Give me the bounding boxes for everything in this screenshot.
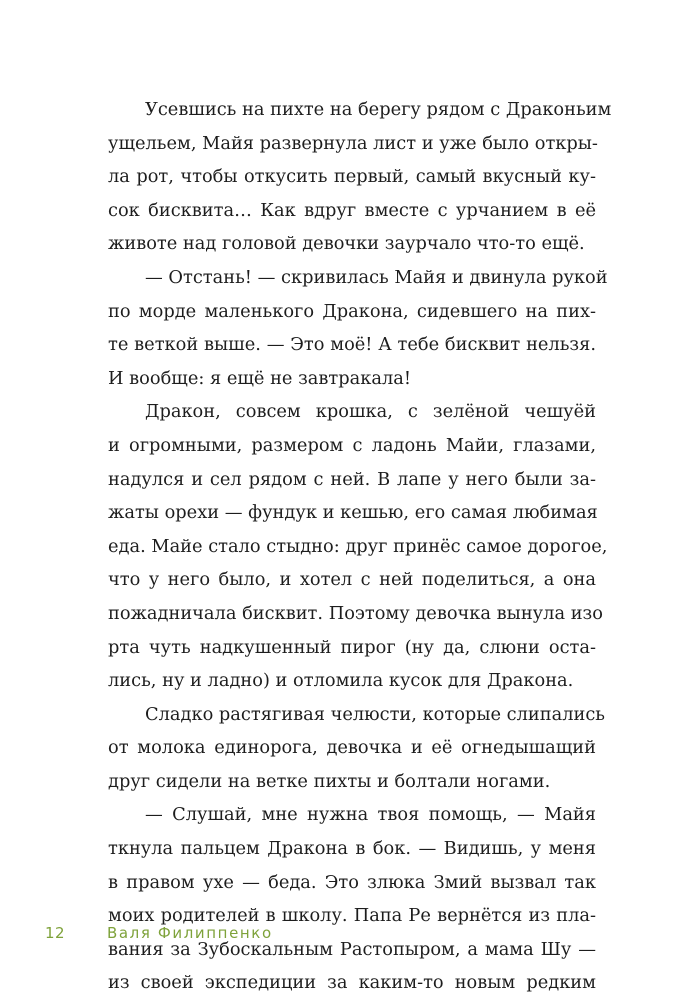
text-line: — Отстань! — скривилась Майя и двинула рукой bbox=[145, 266, 608, 288]
page-number: 12 bbox=[45, 924, 66, 942]
text-line: рта чуть надкушенный пирог (ну да, слюни оста- bbox=[108, 636, 596, 658]
text-line: лись, ну и ладно) и отломила кусок для Дракона. bbox=[108, 670, 574, 692]
text-line: друг сидели на ветке пихты и болтали ногами. bbox=[108, 770, 551, 792]
text-line: и огромными, размером с ладонь Майи, глазами, bbox=[108, 434, 596, 456]
text-line: сок бисквита… Как вдруг вместе с урчанием в её bbox=[108, 199, 596, 221]
text-line: по морде маленького Дракона, сидевшего на пих- bbox=[108, 300, 596, 322]
author-name: Валя Филиппенко bbox=[107, 924, 273, 942]
text-line: надулся и сел рядом с ней. В лапе у него были за- bbox=[108, 468, 596, 490]
text-line: от молока единорога, девочка и её огнедышащий bbox=[108, 737, 596, 759]
text-line: из своей экспедиции за каким-то новым редким bbox=[108, 972, 596, 994]
page-footer bbox=[45, 924, 273, 942]
paragraph-3 bbox=[108, 395, 608, 697]
text-line: что у него было, и хотел с ней поделиться, а она bbox=[108, 569, 596, 591]
text-line: моих родителей в школу. Папа Ре вернётся из пла- bbox=[108, 905, 596, 927]
paragraph-2 bbox=[108, 261, 608, 395]
text-line: ткнула пальцем Дракона в бок. — Видишь, у меня bbox=[108, 838, 596, 860]
text-line: Сладко растягивая челюсти, которые слипались bbox=[145, 703, 605, 725]
text-line: пожадничала бисквит. Поэтому девочка вынула изо bbox=[108, 602, 603, 624]
text-line: те веткой выше. — Это моё! А тебе бисквит нельзя. bbox=[108, 334, 596, 356]
text-line: И вообще: я ещё не завтракала! bbox=[108, 367, 411, 389]
text-line: Дракон, совсем крошка, с зелёной чешуёй bbox=[145, 401, 596, 423]
text-line: жаты орехи — фундук и кешью, его самая любимая bbox=[108, 502, 598, 524]
text-line: ущельем, Майя развернула лист и уже было откры- bbox=[108, 132, 598, 154]
paragraph-5 bbox=[108, 798, 596, 1000]
paragraph-4 bbox=[108, 698, 605, 799]
body-text bbox=[108, 93, 612, 1000]
text-line: еда. Майе стало стыдно: друг принёс самое дорогое, bbox=[108, 535, 608, 557]
text-line: животе над головой девочки заурчало что-то ещё. bbox=[108, 233, 585, 255]
text-line: вания за Зубоскальным Растопыром, а мама Шу — bbox=[108, 938, 596, 960]
text-line: в правом ухе — беда. Это злюка Змий вызвал так bbox=[108, 871, 596, 893]
paragraph-1 bbox=[108, 93, 612, 261]
text-line: — Слушай, мне нужна твоя помощь, — Майя bbox=[145, 804, 596, 826]
text-line: ла рот, чтобы откусить первый, самый вкусный ку- bbox=[108, 166, 596, 188]
text-line: Усевшись на пихте на берегу рядом с Драконьим bbox=[145, 99, 612, 120]
